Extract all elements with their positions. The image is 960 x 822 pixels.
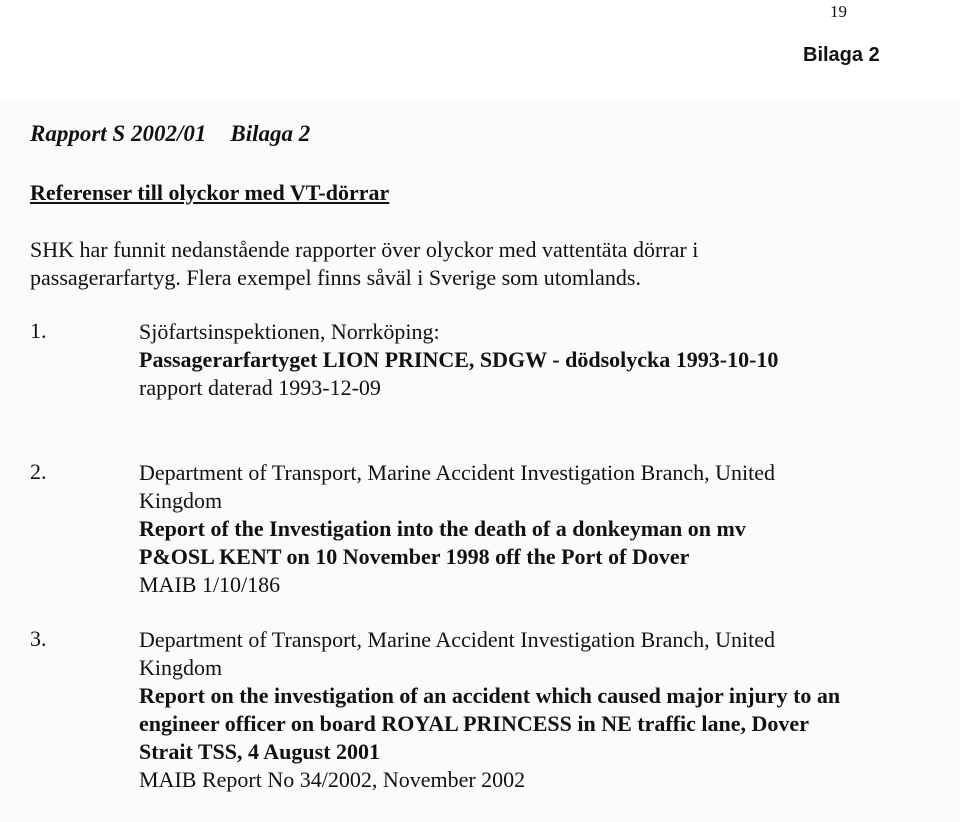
- entry-reference: MAIB 1/10/186: [139, 572, 281, 597]
- entry-title: engineer officer on board ROYAL PRINCESS in NE traffic lane, Dover: [139, 711, 809, 736]
- entry-body: [139, 318, 929, 402]
- intro-line: passagerarfartyg. Flera exempel finns såväl i Sverige som utomlands.: [30, 265, 641, 290]
- entry-title: Strait TSS, 4 August 2001: [139, 739, 381, 764]
- appendix-label: Bilaga 2: [803, 44, 880, 66]
- section-title: Referenser till olyckor med VT-dörrar: [30, 180, 390, 205]
- entry-reference: MAIB Report No 34/2002, November 2002: [139, 767, 526, 792]
- entry-title: Passagerarfartyget LION PRINCE, SDGW - dödsolycka 1993-10-10: [139, 347, 779, 372]
- entry-source: Department of Transport, Marine Accident Investigation Branch, United: [139, 627, 776, 652]
- entry-number: 3.: [30, 626, 47, 651]
- intro-line: SHK har funnit nedanstående rapporter över olyckor med vattentäta dörrar i: [30, 237, 699, 262]
- entry-source: Kingdom: [139, 488, 223, 513]
- report-id: Rapport S 2002/01: [30, 121, 207, 146]
- entry-source: Sjöfartsinspektionen, Norrköping:: [139, 319, 440, 344]
- entry-reference: rapport daterad 1993-12-09: [139, 375, 381, 400]
- entry-number: 2.: [30, 459, 47, 484]
- entry-body: [139, 459, 929, 599]
- report-appendix: Bilaga 2: [230, 121, 311, 146]
- entry-number: 1.: [30, 318, 47, 343]
- intro-paragraph: [30, 236, 910, 292]
- report-heading: [30, 121, 310, 147]
- entry-title: P&OSL KENT on 10 November 1998 off the Port of Dover: [139, 544, 690, 569]
- page-number: 19: [830, 2, 847, 21]
- entry-title: Report on the investigation of an accident which caused major injury to an: [139, 683, 841, 708]
- entry-source: Kingdom: [139, 655, 223, 680]
- entry-body: [139, 626, 929, 794]
- entry-source: Department of Transport, Marine Accident Investigation Branch, United: [139, 460, 776, 485]
- entry-title: Report of the Investigation into the death of a donkeyman on mv: [139, 516, 746, 541]
